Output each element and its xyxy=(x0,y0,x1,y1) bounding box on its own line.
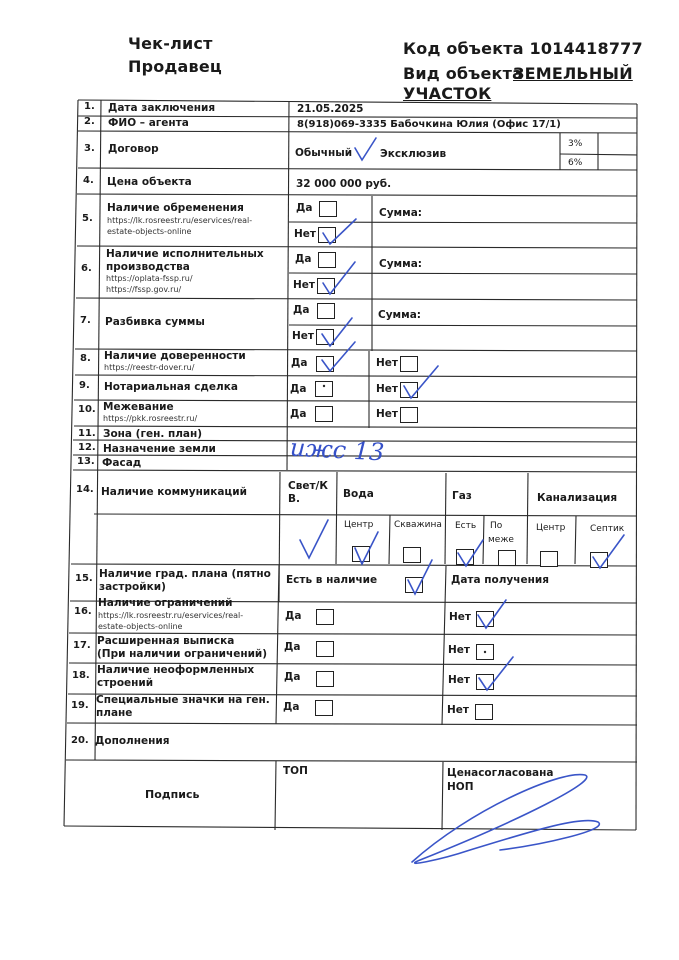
row-20-number: 20. xyxy=(71,735,89,746)
row-19-label-1: Специальные значки на ген. xyxy=(96,694,270,706)
row-19-number: 19. xyxy=(71,700,89,711)
comm-electricity-header-1: Свет/К xyxy=(288,480,328,492)
check-mark-row-9-no xyxy=(404,366,438,398)
row-5-no-label: Нет xyxy=(294,228,316,240)
contract-option-exclusive[interactable]: Эксклюзив xyxy=(380,148,447,160)
object-type-label: Вид объекта xyxy=(403,64,524,83)
row-10-url[interactable]: https://pkk.rosreestr.ru/ xyxy=(103,414,198,423)
row-9-label: Нотариальная сделка xyxy=(104,381,238,393)
object-type-value-2: УЧАСТОК xyxy=(403,84,492,103)
sewer-central-label: Центр xyxy=(536,523,566,533)
signature-scribble xyxy=(412,775,599,864)
check-mark-water-central xyxy=(355,532,378,564)
commission-3-percent[interactable]: 3% xyxy=(568,139,583,149)
contract-date-value[interactable]: 21.05.2025 xyxy=(297,103,364,115)
comm-electricity-header-2: В. xyxy=(288,493,300,505)
row-8-label: Наличие доверенности xyxy=(104,350,246,362)
row-17-label-2: (При наличии ограничений) xyxy=(97,648,268,660)
grad-plan-date-label: Дата получения xyxy=(451,574,549,586)
row-4-number: 4. xyxy=(83,175,94,186)
check-mark-septic xyxy=(593,535,624,568)
row-18-no-label: Нет xyxy=(448,674,470,686)
row-16-label: Наличие ограничений xyxy=(98,597,233,609)
object-type-value-1: ЗЕМЕЛЬНЫЙ xyxy=(513,64,633,83)
row-9-yes-label: Да xyxy=(290,383,307,395)
row-12-number: 12. xyxy=(78,442,96,453)
row-5-yes-label: Да xyxy=(296,202,313,214)
agent-name-value[interactable]: 8(918)069-3335 Бабочкина Юлия (Офис 17/1) xyxy=(297,119,561,130)
row-7-sum-label: Сумма: xyxy=(378,309,421,321)
row-7-label: Разбивка суммы xyxy=(105,316,205,328)
row-18-label-1: Наличие неоформленных xyxy=(97,664,255,676)
row-5-url-2[interactable]: estate-objects-online xyxy=(107,227,192,236)
row-5-sum-label: Сумма: xyxy=(379,207,422,219)
row-9-no-label: Нет xyxy=(376,383,398,395)
row-18-yes-label: Да xyxy=(284,671,301,683)
row-7-no-label: Нет xyxy=(292,330,314,342)
row-8-url[interactable]: https://reestr-dover.ru/ xyxy=(104,363,195,372)
row-17-yes-label: Да xyxy=(284,641,301,653)
row-17-label-1: Расширенная выписка xyxy=(97,635,235,647)
row-3-number: 3. xyxy=(84,143,95,154)
row-14-number: 14. xyxy=(76,484,94,495)
row-16-url-1[interactable]: https://lk.rosreestr.ru/eservices/real- xyxy=(98,611,244,620)
row-18-label-2: строений xyxy=(97,677,154,689)
check-mark-row-16-no xyxy=(478,600,506,628)
row-6-sum-label: Сумма: xyxy=(379,258,422,270)
row-16-url-2[interactable]: estate-objects-online xyxy=(98,622,183,631)
check-mark-row-5-no xyxy=(323,219,356,244)
row-9-number: 9. xyxy=(79,380,90,391)
row-15-number: 15. xyxy=(75,573,93,584)
row-10-label: Межевание xyxy=(103,401,174,413)
row-5-number: 5. xyxy=(82,213,93,224)
row-7-yes-label: Да xyxy=(293,304,310,316)
row-1-number: 1. xyxy=(84,101,95,112)
check-mark-grad-plan xyxy=(408,560,432,594)
row-15-label-1: Наличие град. плана (пятно xyxy=(99,568,271,580)
gas-boundary-label-1: По xyxy=(490,521,503,531)
comm-gas-header: Газ xyxy=(452,490,472,502)
title-line-1: Чек-лист xyxy=(128,34,213,53)
row-17-no-label: Нет xyxy=(448,644,470,656)
check-mark-gas xyxy=(458,540,483,566)
row-13-number: 13. xyxy=(77,456,95,467)
row-12-label: Назначение земли xyxy=(103,443,216,455)
check-mark-row-6-no xyxy=(323,262,355,294)
row-14-label: Наличие коммуникаций xyxy=(101,486,247,498)
nop-label: НОП xyxy=(447,781,474,793)
row-6-label-2: производства xyxy=(106,261,190,273)
row-2-number: 2. xyxy=(84,116,95,127)
gas-boundary-label-2: меже xyxy=(488,535,514,545)
grad-plan-available-label: Есть в наличие xyxy=(286,574,378,586)
row-1-label: Дата заключения xyxy=(108,102,216,114)
contract-option-regular[interactable]: Обычный xyxy=(295,147,353,159)
row-10-number: 10. xyxy=(78,404,96,415)
check-mark-row-18-no xyxy=(479,657,513,690)
row-15-label-2: застройки) xyxy=(99,581,166,593)
row-19-label-2: плане xyxy=(96,707,133,719)
check-mark-regular-contract xyxy=(355,138,376,160)
check-mark-row-8-yes xyxy=(322,342,355,371)
row-20-label: Дополнения xyxy=(95,735,170,747)
row-8-no-label: Нет xyxy=(376,357,398,369)
dot-row-9-yes xyxy=(323,385,325,387)
gas-available-label: Есть xyxy=(455,521,477,531)
commission-6-percent[interactable]: 6% xyxy=(568,158,583,168)
row-8-yes-label: Да xyxy=(291,357,308,369)
row-16-number: 16. xyxy=(74,606,92,617)
row-16-yes-label: Да xyxy=(285,610,302,622)
row-13-label: Фасад xyxy=(102,457,142,469)
check-mark-electricity xyxy=(300,520,328,558)
row-6-yes-label: Да xyxy=(295,253,312,265)
row-11-label: Зона (ген. план) xyxy=(103,428,203,440)
handwritten-zone-note: ижс 13 xyxy=(289,433,386,467)
row-10-yes-label: Да xyxy=(290,408,307,420)
row-2-label: ФИО – агента xyxy=(108,117,189,129)
row-6-url-2[interactable]: https://fssp.gov.ru/ xyxy=(106,285,182,294)
row-19-no-label: Нет xyxy=(447,704,469,716)
row-8-number: 8. xyxy=(80,353,91,364)
row-5-url-1[interactable]: https://lk.rosreestr.ru/eservices/real- xyxy=(107,216,253,225)
water-well-label: Скважина xyxy=(394,520,442,530)
signature-label: Подпись xyxy=(145,788,200,801)
row-6-number: 6. xyxy=(81,263,92,274)
row-11-number: 11. xyxy=(78,428,96,439)
row-4-label: Цена объекта xyxy=(107,176,192,188)
row-3-label: Договор xyxy=(108,143,159,155)
comm-sewer-header: Канализация xyxy=(537,492,618,504)
price-agreed-label: Ценасогласована xyxy=(447,767,554,779)
row-17-number: 17. xyxy=(73,640,91,651)
row-16-no-label: Нет xyxy=(449,611,471,623)
row-7-number: 7. xyxy=(80,315,91,326)
comm-water-header: Вода xyxy=(343,488,374,500)
row-6-label-1: Наличие исполнительных xyxy=(106,248,264,260)
row-19-yes-label: Да xyxy=(283,701,300,713)
check-mark-row-7-no xyxy=(322,318,352,346)
water-central-label: Центр xyxy=(344,520,374,530)
price-value[interactable]: 32 000 000 руб. xyxy=(296,178,392,190)
title-line-2: Продавец xyxy=(128,57,222,76)
row-6-no-label: Нет xyxy=(293,279,315,291)
row-18-number: 18. xyxy=(72,670,90,681)
sewer-septic-label: Септик xyxy=(590,524,625,534)
row-10-no-label: Нет xyxy=(376,408,398,420)
object-code: Код объекта 1014418777 xyxy=(403,39,643,58)
row-5-label: Наличие обременения xyxy=(107,202,244,214)
dot-row-17-no xyxy=(484,651,486,653)
signature-top-label: ТОП xyxy=(283,765,308,777)
row-6-url-1[interactable]: https://oplata-fssp.ru/ xyxy=(106,274,193,283)
